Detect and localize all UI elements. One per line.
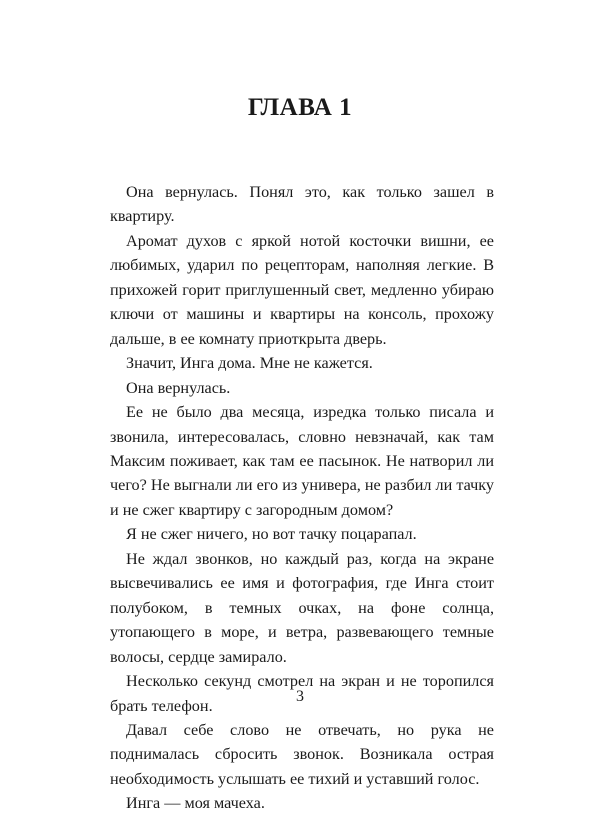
paragraph: Она вернулась. Понял это, как только зашел в квартиру. (110, 183, 494, 226)
chapter-title: ГЛАВА 1 (247, 94, 353, 121)
page-number: 3 (296, 688, 304, 705)
paragraph: Ее не было два месяца, изредка только писала и звонила, интересовалась, словно невзначай, как там Максим поживает, как там ее пасынок. Не натворил ли чего? Не выгнали ли его из универа, не разбил ли тачку и не сжег квартиру с загородным домом? (110, 403, 494, 519)
paragraph: Несколько секунд смотрел на экран и не торопился брать телефон. (110, 672, 494, 715)
paragraph: Инга — моя мачеха. (126, 794, 265, 813)
paragraph: Я не сжег ничего, но вот тачку поцарапал. (126, 525, 417, 544)
paragraph: Аромат духов с яркой нотой косточки вишни, ее любимых, ударил по рецепторам, наполняя легкие. В прихожей горит приглушенный свет, медленно убираю ключи от машины и квартиры на консоль, прохожу дальше, в ее комнату приоткрыта дверь. (110, 231, 494, 348)
paragraph: Давал себе слово не отвечать, но рука не поднималась сбросить звонок. Возникала острая необходимость услышать ее тихий и уставший голос. (110, 720, 494, 788)
paragraph: Она вернулась. (126, 378, 231, 397)
paragraph: Значит, Инга дома. Мне не кажется. (126, 354, 373, 373)
chapter-body (110, 180, 494, 816)
paragraph: Не ждал звонков, но каждый раз, когда на экране высвечивались ее имя и фотография, где Инга стоит полубоком, в темных очках, на фоне солнца, утопающего в море, и ветра, развевающего темные волосы, сердце замирало. (110, 549, 494, 666)
